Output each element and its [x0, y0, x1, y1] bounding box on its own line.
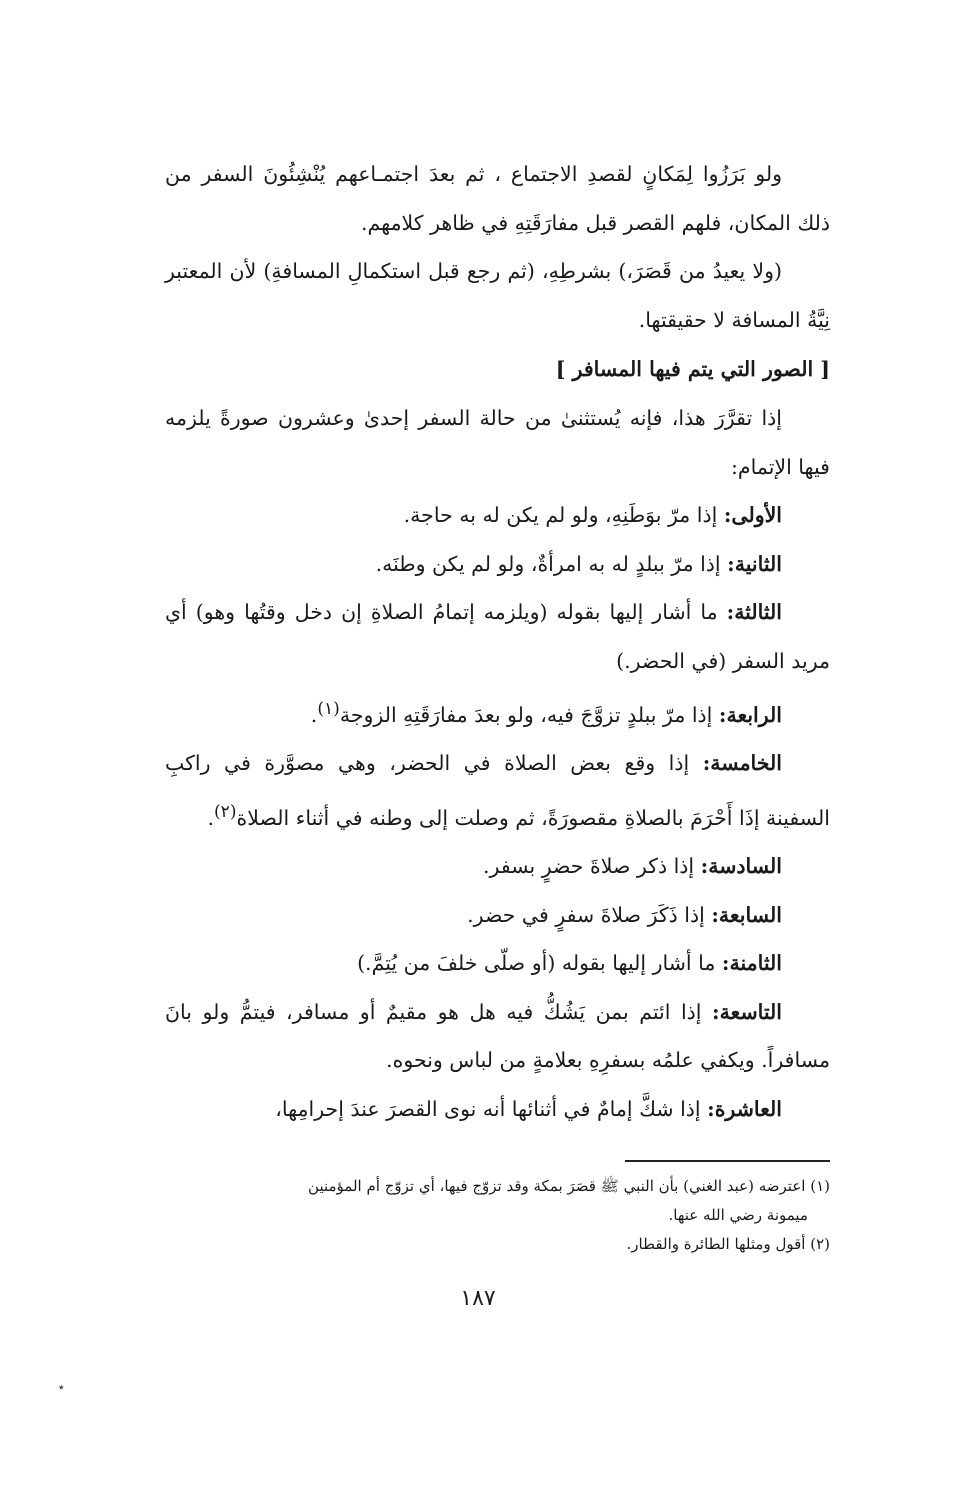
footnote-1-line-2: ميمونة رضي الله عنها. — [668, 1206, 808, 1224]
case-10 — [165, 1085, 830, 1134]
footnote-ref-1: (١) — [317, 699, 340, 719]
case-1 — [165, 491, 830, 540]
footnotes — [165, 1172, 830, 1259]
case-2 — [165, 540, 830, 589]
case-label: الثالثة: — [726, 600, 782, 624]
case-label: الأولى: — [723, 503, 782, 527]
case-label: التاسعة: — [712, 999, 782, 1024]
case-9 — [165, 988, 830, 1085]
paragraph-1: ولو بَرَزُوا لِمَكانٍ لقصدِ الاجتماع ، ثم بعدَ اجتمـاعهم يُنْشِئُونَ السفر من ذلك المكان، فلهم القصر قبل مفارَقَتِهِ في ظاهر كلامهم. — [165, 162, 830, 235]
case-text: إذا مرّ بوَطَنِهِ، ولو لم يكن له به حاجة. — [403, 503, 718, 527]
case-4: الرابعة: إذا مرّ ببلدٍ تزوَّجَ فيه، ولو بعدَ مفارَقَتِهِ الزوجة$^{(١)}$. — [310, 699, 782, 727]
case-label: السابعة: — [711, 902, 782, 927]
case-label: الرابعة: — [718, 702, 782, 727]
case-7 — [165, 891, 830, 940]
case-text: إذا شكَّ إمامٌ في أثنائها أنه نوى القصرَ عندَ إحرامِها، — [275, 1096, 701, 1121]
footnote-ref-2: (٢) — [213, 801, 237, 822]
case-label: الخامسة: — [702, 751, 782, 776]
case-label: السادسة: — [700, 854, 782, 879]
case-text: إذا ائتم بمن يَشُكُّ فيه هل هو مقيمٌ أو مسافر، فيتمُّ ولو بانَ مسافراً. ويكفي علمُه بسفرِهِ بعلامةٍ من لباس ونحوه. — [165, 999, 830, 1073]
footnote-separator — [625, 1160, 830, 1162]
case-label: الثانية: — [727, 551, 782, 576]
case-8 — [165, 939, 830, 988]
case-5: الخامسة: إذا وقع بعض الصلاة في الحضر، وهي مصوَّرة في راكبِ السفينة إذَا أَحْرَمَ بالصلاةِ مقصورَةً، ثم وصلت إلى وطنه في أثناء الصلاة$^{(٢)}$. — [165, 751, 830, 830]
intro-paragraph: إذا تقرَّرَ هذا، فإنه يُستثنىٰ من حالة السفر إحدىٰ وعشرون صورةً يلزمه فيها الإتمام: — [165, 406, 830, 479]
section-heading: [ الصور التي يتم فيها المسافر ] — [555, 357, 830, 381]
case-text: إذا مرّ ببلدٍ تزوَّجَ فيه، ولو بعدَ مفارَقَتِهِ الزوجة — [339, 702, 713, 727]
case-text: إذا ذكر صلاةَ حضرٍ بسفر. — [483, 854, 695, 879]
case-text: ما أشار إليها بقوله (ويلزمه إتمامُ الصلاةِ إن دخل وقتُها وهو) أي مريد السفر (في الحضر.) — [165, 600, 830, 673]
case-3 — [165, 588, 830, 685]
case-text: إذا مرّ ببلدٍ له به امرأةٌ، ولو لم يكن وطنَه. — [375, 551, 721, 576]
case-text: إذا وقع بعض الصلاة في الحضر، وهي مصوَّرة في راكبِ السفينة إذَا أَحْرَمَ بالصلاةِ مقصورَةً، ثم وصلت إلى وطنه في أثناء الصلاة — [165, 751, 830, 830]
paragraph-2: (ولا يعيدُ من قَصَرَ،) بشرطِهِ، (ثم رجع قبل استكمالِ المسافةِ) لأن المعتبر نِيَّةُ المسافة لا حقيقتها. — [165, 259, 830, 332]
case-label: الثامنة: — [721, 951, 782, 976]
case-label: العاشرة: — [707, 1096, 782, 1121]
footnote-2: (٢) أقول ومثلها الطائرة والقطار. — [626, 1235, 830, 1253]
main-text — [165, 150, 830, 1133]
case-6 — [165, 842, 830, 891]
page-number: ١٨٧ — [460, 1286, 496, 1311]
footnote-1-line-1: (١) اعترضه (عبد الغني) بأن النبي ﷺ قصَرَ بمكة وقد تزوّج فيها، أي تزوّج أم المؤمنين — [308, 1177, 830, 1195]
case-text: إذا ذَكَرَ صلاةَ سفرٍ في حضر. — [467, 902, 705, 927]
corner-mark: ٭ — [58, 1380, 65, 1394]
case-text: ما أشار إليها بقوله (أو صلّى خلفَ من يُتِمَّ.) — [357, 951, 716, 976]
